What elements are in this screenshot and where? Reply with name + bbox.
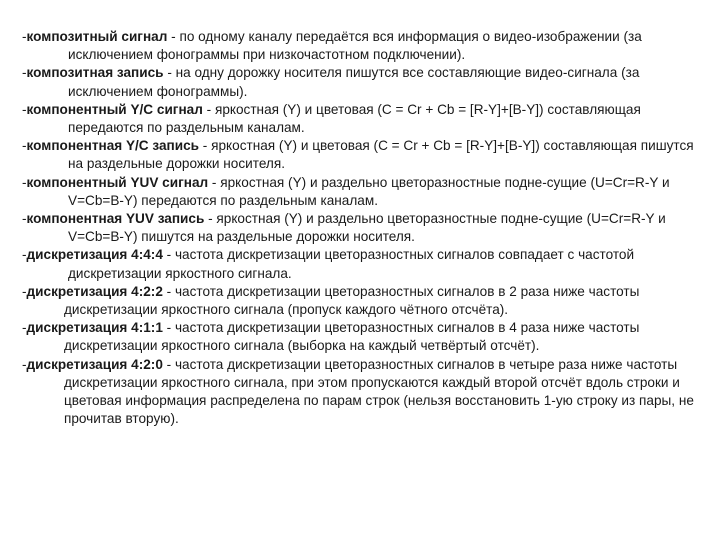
entry-prefix: -	[22, 211, 27, 227]
entry-definition: - по одному каналу передаётся вся информация о видео-изображении (за исключением фонограммы при низкочастотном подключении).	[68, 29, 642, 63]
entry-definition: - частота дискретизации цветоразностных сигналов совпадает с частотой дискретизации яркостного сигнала.	[68, 247, 635, 281]
entry-prefix: -	[22, 29, 27, 44]
definition-entry	[22, 210, 712, 246]
entry-term: дискретизация 4:4:4	[26, 247, 163, 263]
entry-term: композитная запись	[26, 65, 164, 81]
definition-entry	[22, 137, 712, 173]
entry-prefix: -	[22, 283, 27, 299]
definition-entry	[22, 64, 712, 100]
document-body	[22, 28, 712, 428]
entry-prefix: -	[22, 174, 27, 190]
entry-term: дискретизация 4:1:1	[26, 320, 163, 336]
entry-term: компонентный YUV сигнал	[26, 174, 209, 190]
entry-prefix: -	[22, 320, 27, 336]
entry-term: композитный сигнал	[26, 29, 168, 44]
definition-entry	[22, 356, 712, 429]
entry-term: дискретизация 4:2:2	[26, 283, 163, 299]
entry-term: дискретизация 4:2:0	[26, 356, 163, 372]
definition-entry	[22, 246, 712, 282]
entry-term: компонентная YUV запись	[26, 211, 205, 227]
entry-prefix: -	[22, 65, 27, 81]
entry-definition: - частота дискретизации цветоразностных сигналов в 2 раза ниже частоты дискретизации яркостного сигнала (пропуск каждого чётного отсчёта).	[64, 283, 640, 318]
entry-definition: - яркостная (Y) и цветовая (C = Cr + Cb = [R-Y]+[B-Y]) составляющая пишутся на раздельные дорожки носителя.	[68, 138, 694, 172]
entry-term: компонентная Y/C запись	[26, 138, 200, 154]
entry-definition: - на одну дорожку носителя пишутся все составляющие видео-сигнала (за исключением фонограммы).	[68, 65, 640, 99]
definition-entry	[22, 319, 712, 355]
entry-prefix: -	[22, 101, 27, 117]
definition-entry	[22, 283, 712, 319]
definition-entry	[22, 101, 712, 137]
definition-entry	[22, 28, 712, 64]
entry-definition: - яркостная (Y) и раздельно цветоразностные подне-сущие (U=Cr=R-Y и V=Cb=B-Y) пишутся на раздельные дорожки носителя.	[68, 211, 666, 245]
entry-prefix: -	[22, 138, 27, 154]
entry-term: компонентный Y/C сигнал	[26, 101, 203, 117]
entry-prefix: -	[22, 247, 27, 263]
entry-definition: - частота дискретизации цветоразностных сигналов в четыре раза ниже частоты дискретизации яркостного сигнала, при этом пропускаются каждый второй отсчёт вдоль строки и цветовая информация распределена по парам строк (нельзя восстановить 1-ую строку из пары, не прочитав вторую).	[64, 356, 694, 427]
entry-definition: - яркостная (Y) и раздельно цветоразностные подне-сущие (U=Cr=R-Y и V=Cb=B-Y) передаются по раздельным каналам.	[68, 174, 670, 208]
entry-definition: - яркостная (Y) и цветовая (C = Cr + Cb = [R-Y]+[B-Y]) составляющая передаются по раздельным каналам.	[68, 101, 641, 136]
definition-entry	[22, 174, 712, 210]
entry-definition: - частота дискретизации цветоразностных сигналов в 4 раза ниже частоты дискретизации яркостного сигнала (выборка на каждый четвёртый отсчёт).	[64, 320, 640, 354]
entry-prefix: -	[22, 356, 27, 372]
